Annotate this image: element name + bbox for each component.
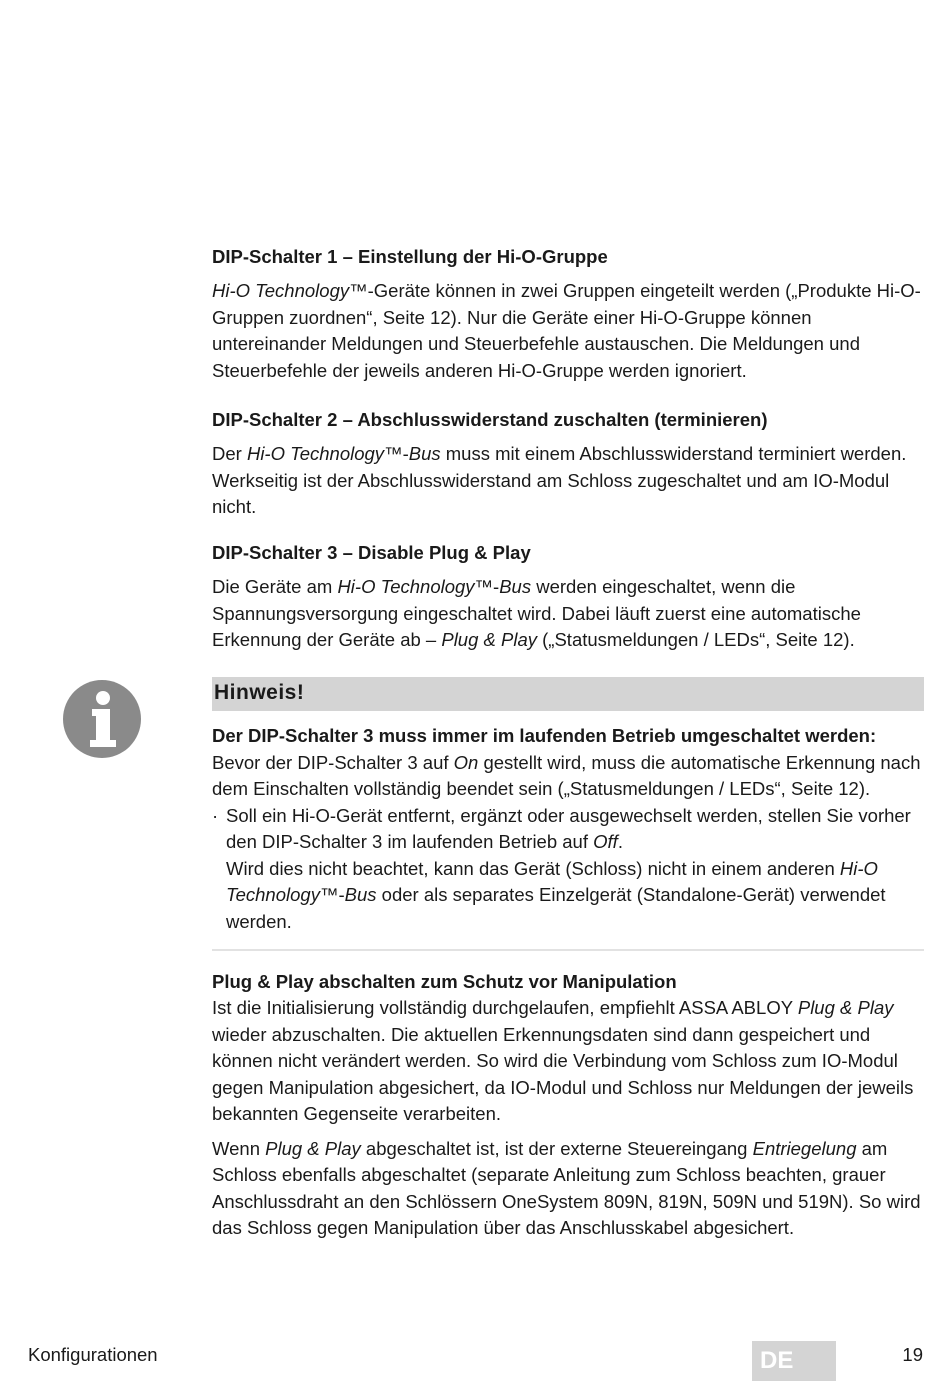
section-heading: DIP-Schalter 3 – Disable Plug & Play [212,542,531,563]
note-box [212,723,924,935]
section-body: Der Hi-O Technology™-Bus muss mit einem Abschlusswiderstand terminiert werden. Werkseitig ist der Abschlusswiderstand am Schloss zugeschaltet und am IO-Modul nicht. [212,443,907,517]
section-dip-1 [212,244,924,384]
section-body: Wenn Plug & Play abgeschaltet ist, ist der externe Steuereingang Entriegelung am Schloss ebenfalls abgeschaltet (separate Anleitung zum Schloss beachten, grauer Anschlussdraht an den Schlössern OneSystem 809N, 819N, 509N und 519N). So wird das Schloss gegen Manipulation über das Anschlusskabel abgesichert. [212,1137,921,1238]
info-icon [63,680,141,758]
section-plug-play [212,969,924,1242]
footer-chapter: Konfigurationen [28,1344,158,1365]
page-number: 19 [902,1344,923,1365]
note-title-bar [212,677,924,711]
divider [212,949,924,951]
note-title: Hinweis! [214,681,305,704]
section-heading: DIP-Schalter 2 – Abschlusswiderstand zuschalten (terminieren) [212,409,768,430]
section-heading: DIP-Schalter 1 – Einstellung der Hi-O-Gruppe [212,246,608,267]
section-body: Ist die Initialisierung vollständig durchgelaufen, empfiehlt ASSA ABLOY Plug & Play wieder abzuschalten. Die aktuellen Erkennungsdaten sind dann gespeichert und können nicht verändert werden. So wird die Verbindung vom Schloss zum IO-Modul gegen Manipulation abgesichert, da IO-Modul und Schloss nur Meldungen der jeweils bekannten Gegenseite verarbeiten. [212,997,914,1124]
note-heading: Der DIP-Schalter 3 muss immer im laufenden Betrieb umgeschaltet werden: [212,725,877,746]
note-bullet: · Soll ein Hi-O-Gerät entfernt, ergänzt oder ausgewechselt werden, stellen Sie vorher den DIP-Schalter 3 im laufenden Betrieb auf Off. Wird dies nicht beachtet, kann das Gerät (Schloss) nicht in einem anderen Hi-O Technology™-Bus oder als separates Einzelgerät (Standalone-Gerät) verwendet werden. [212,804,911,932]
section-heading: Plug & Play abschalten zum Schutz vor Manipulation [212,971,677,992]
section-dip-2 [212,407,924,521]
language-badge: DE [752,1341,836,1381]
section-body: Hi-O Technology™-Geräte können in zwei Gruppen eingeteilt werden („Produkte Hi-O-Gruppen zuordnen“, Seite 12). Nur die Geräte einer Hi-O-Gruppe können untereinander Meldungen und Steuerbefehle austauschen. Die Meldungen und Steuerbefehle der jeweils anderen Hi-O-Gruppe werden ignoriert. [212,280,921,381]
note-body: Bevor der DIP-Schalter 3 auf On gestellt wird, muss die automatische Erkennung nach dem Einschalten vollständig beendet sein („Statusmeldungen / LEDs“, Seite 12). [212,751,921,799]
section-body: Die Geräte am Hi-O Technology™-Bus werden eingeschaltet, wenn die Spannungsversorgung eingeschaltet wird. Dabei läuft zuerst eine automatische Erkennung der Geräte ab – Plug & Play („Statusmeldungen / LEDs“, Seite 12). [212,576,861,650]
bullet-dot: · [212,804,219,826]
section-dip-3 [212,540,924,654]
